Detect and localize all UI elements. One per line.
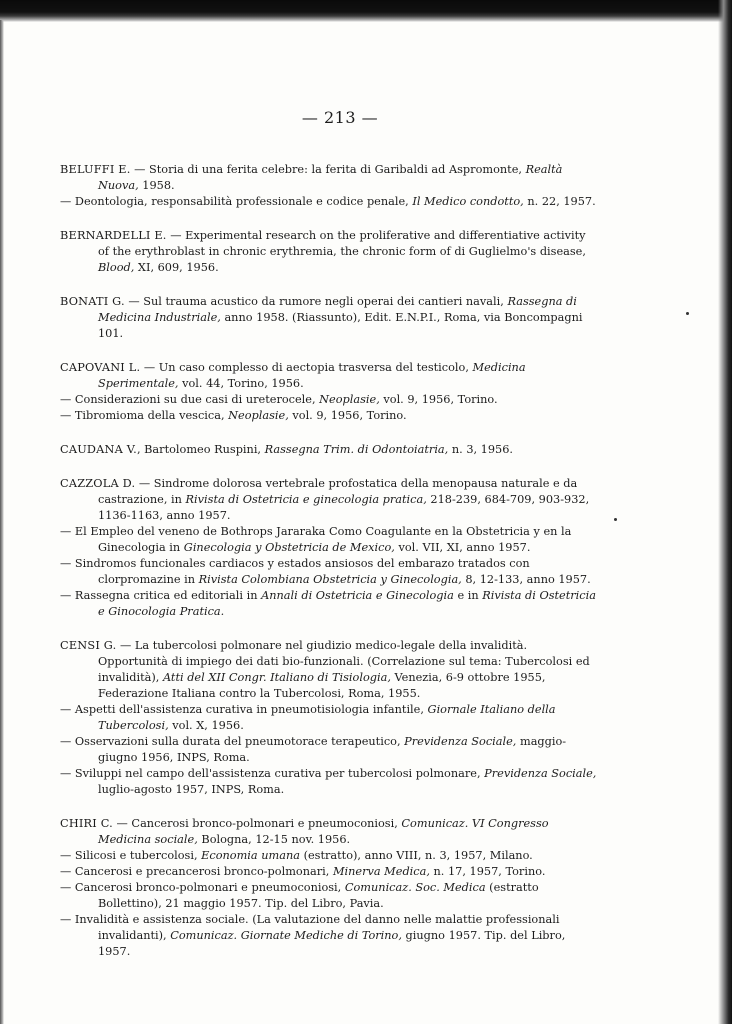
main-reference xyxy=(60,442,600,458)
bibliography-entry xyxy=(60,294,600,342)
reference-text: — Aspetti dell'assistenza curativa in pneumotisiologia infantile, xyxy=(60,703,428,716)
reference-text: anno 1958. (Riassunto), Edit. E.N.P.I., Roma, via Boncompagni 101. xyxy=(98,311,583,340)
publication-title: Atti del XII Congr. Italiano di Tisiologia, xyxy=(162,671,391,684)
sub-reference xyxy=(60,194,600,210)
sub-reference xyxy=(60,734,600,766)
reference-text: luglio-agosto 1957, INPS, Roma. xyxy=(98,783,285,796)
page-number: — 213 — xyxy=(301,108,379,127)
bibliography-entry xyxy=(60,638,600,798)
reference-text: vol. X, 1956. xyxy=(168,719,244,732)
main-reference xyxy=(60,476,600,524)
reference-text: — Experimental research on the proliferative and differentiative activity of the erythroblast in chronic erythremia, the chronic form of di Guglielmo's disease, xyxy=(98,229,586,258)
sub-reference xyxy=(60,524,600,556)
publication-title: Rivista di Ostetricia e ginecologia pratica, xyxy=(185,493,427,506)
author-name: BERNARDELLI E. xyxy=(60,229,167,242)
main-reference xyxy=(60,360,600,392)
reference-text: — Rassegna critica ed editoriali in xyxy=(60,589,262,602)
scan-edge-top xyxy=(0,0,732,22)
reference-text: (estratto), anno VIII, n. 3, 1957, Milano. xyxy=(299,849,533,862)
reference-text: — Tibromioma della vescica, xyxy=(60,409,229,422)
bibliography-list xyxy=(60,162,600,978)
author-name: CAPOVANI L. xyxy=(60,361,141,374)
author-name: CENSI G. xyxy=(60,639,117,652)
reference-text: — Sindrome dolorosa vertebrale profostatica della menopausa naturale e da castrazione, in xyxy=(98,477,578,506)
reference-text: — Osservazioni sulla durata del pneumotorace terapeutico, xyxy=(60,735,405,748)
reference-text: n. 17, 1957, Torino. xyxy=(429,865,546,878)
reference-text: Bologna, 12-15 nov. 1956. xyxy=(197,833,351,846)
reference-text: , Bartolomeo Ruspini, xyxy=(136,443,265,456)
publication-title: Rivista Colombiana Obstetricia y Ginecologia, xyxy=(198,573,462,586)
reference-text: Venezia, 6-9 ottobre 1955, Federazione Italiana contro la Tubercolosi, Roma, 1955. xyxy=(98,671,546,700)
sub-reference xyxy=(60,766,600,798)
reference-text: vol. 9, 1956, Torino. xyxy=(379,393,498,406)
publication-title: Neoplasie, xyxy=(319,393,380,406)
reference-text: vol. 9, 1956, Torino. xyxy=(288,409,407,422)
bibliography-entry xyxy=(60,162,600,210)
author-name: CAZZOLA D. xyxy=(60,477,136,490)
sub-reference xyxy=(60,392,600,408)
reference-text: — La tubercolosi polmonare nel giudizio medico-legale della invalidità. Opportunità di impiego dei dati bio-funzionali. (Correlazione sul tema: Tubercolosi ed invalidità), xyxy=(98,639,590,684)
bibliography-entry xyxy=(60,816,600,960)
publication-title: Economia umana xyxy=(201,849,300,862)
author-name: CHIRI C. xyxy=(60,817,113,830)
reference-text: — El Empleo del veneno de Bothrops Jararaka Como Coagulante en la Obstetricia y en la Ginecologia in xyxy=(60,525,572,554)
sub-reference xyxy=(60,408,600,424)
bibliography-entry xyxy=(60,476,600,620)
reference-text: 218-239, 684-709, 903-932, 1136-1163, anno 1957. xyxy=(98,493,590,522)
reference-text: vol. VII, XI, anno 1957. xyxy=(394,541,531,554)
scan-edge-left xyxy=(0,20,4,1024)
reference-text: — Sviluppi nel campo dell'assistenza curativa per tubercolosi polmonare, xyxy=(60,767,485,780)
reference-text: vol. 44, Torino, 1956. xyxy=(178,377,304,390)
author-name: CAUDANA V. xyxy=(60,443,137,456)
publication-title: Il Medico condotto, xyxy=(412,195,524,208)
author-name: BONATI G. xyxy=(60,295,125,308)
sub-reference xyxy=(60,702,600,734)
reference-text: 8, 12-133, anno 1957. xyxy=(461,573,591,586)
main-reference xyxy=(60,294,600,342)
publication-title: Comunicaz. Soc. Medica xyxy=(344,881,486,894)
main-reference xyxy=(60,816,600,848)
publication-title: Rassegna Trim. di Odontoiatria, xyxy=(264,443,449,456)
sub-reference xyxy=(60,556,600,588)
publication-title: Previdenza Sociale, xyxy=(404,735,517,748)
reference-text: — Storia di una ferita celebre: la ferita di Garibaldi ad Aspromonte, xyxy=(130,163,526,176)
reference-text: giugno 1957. Tip. del Libro, 1957. xyxy=(98,929,566,958)
publication-title: Annali di Ostetricia e Ginecologia xyxy=(261,589,454,602)
sub-reference xyxy=(60,848,600,864)
publication-title: Medicina Sperimentale, xyxy=(98,361,526,390)
reference-text: — Sindromos funcionales cardiacos y estados ansiosos del embarazo tratados con clorpromazine in xyxy=(60,557,530,586)
reference-text: — Silicosi e tubercolosi, xyxy=(60,849,202,862)
publication-title: Neoplasie, xyxy=(228,409,289,422)
sub-reference xyxy=(60,588,600,620)
sub-reference xyxy=(60,912,600,960)
reference-text: — Cancerosi bronco-polmonari e pneumoconiosi, xyxy=(112,817,402,830)
publication-title: Rivista di Ostetricia e Ginocologia Pratica. xyxy=(98,589,596,618)
speck xyxy=(614,518,617,521)
reference-text: — Un caso complesso di aectopia trasversa del testicolo, xyxy=(140,361,473,374)
reference-text: n. 3, 1956. xyxy=(448,443,514,456)
bibliography-entry xyxy=(60,360,600,424)
bibliography-entry xyxy=(60,228,600,276)
publication-title: Blood, xyxy=(98,261,135,274)
reference-text: — Invalidità e assistenza sociale. (La valutazione del danno nelle malattie professionali invalidanti), xyxy=(60,913,560,942)
reference-text: e in xyxy=(453,589,483,602)
publication-title: Giornale Italiano della Tubercolosi, xyxy=(98,703,556,732)
reference-text: — Deontologia, responsabilità professionale e codice penale, xyxy=(60,195,413,208)
publication-title: Comunicaz. Giornate Mediche di Torino, xyxy=(170,929,402,942)
main-reference xyxy=(60,162,600,194)
reference-text: — Cancerosi e precancerosi bronco-polmonari, xyxy=(60,865,333,878)
speck xyxy=(686,312,689,315)
reference-text: — Sul trauma acustico da rumore negli operai dei cantieri navali, xyxy=(124,295,508,308)
main-reference xyxy=(60,638,600,702)
publication-title: Rassegna di Medicina Industriale, xyxy=(98,295,577,324)
publication-title: Previdenza Sociale, xyxy=(484,767,597,780)
reference-text: n. 22, 1957. xyxy=(523,195,596,208)
reference-text: (estratto Bollettino), 21 maggio 1957. Tip. del Libro, Pavia. xyxy=(98,881,539,910)
publication-title: Realtà Nuova, xyxy=(98,163,563,192)
sub-reference xyxy=(60,880,600,912)
publication-title: Ginecologia y Obstetricia de Mexico, xyxy=(183,541,395,554)
publication-title: Comunicaz. VI Congresso Medicina sociale, xyxy=(98,817,549,846)
reference-text: maggio-giugno 1956, INPS, Roma. xyxy=(98,735,567,764)
publication-title: Minerva Medica, xyxy=(332,865,430,878)
bibliography-entry xyxy=(60,442,600,458)
reference-text: — Considerazioni su due casi di ureterocele, xyxy=(60,393,320,406)
reference-text: 1958. xyxy=(138,179,175,192)
sub-reference xyxy=(60,864,600,880)
scan-edge-right xyxy=(718,0,732,1024)
reference-text: XI, 609, 1956. xyxy=(134,261,219,274)
reference-text: — Cancerosi bronco-polmonari e pneumoconiosi, xyxy=(60,881,345,894)
author-name: BELUFFI E. xyxy=(60,163,131,176)
main-reference xyxy=(60,228,600,276)
